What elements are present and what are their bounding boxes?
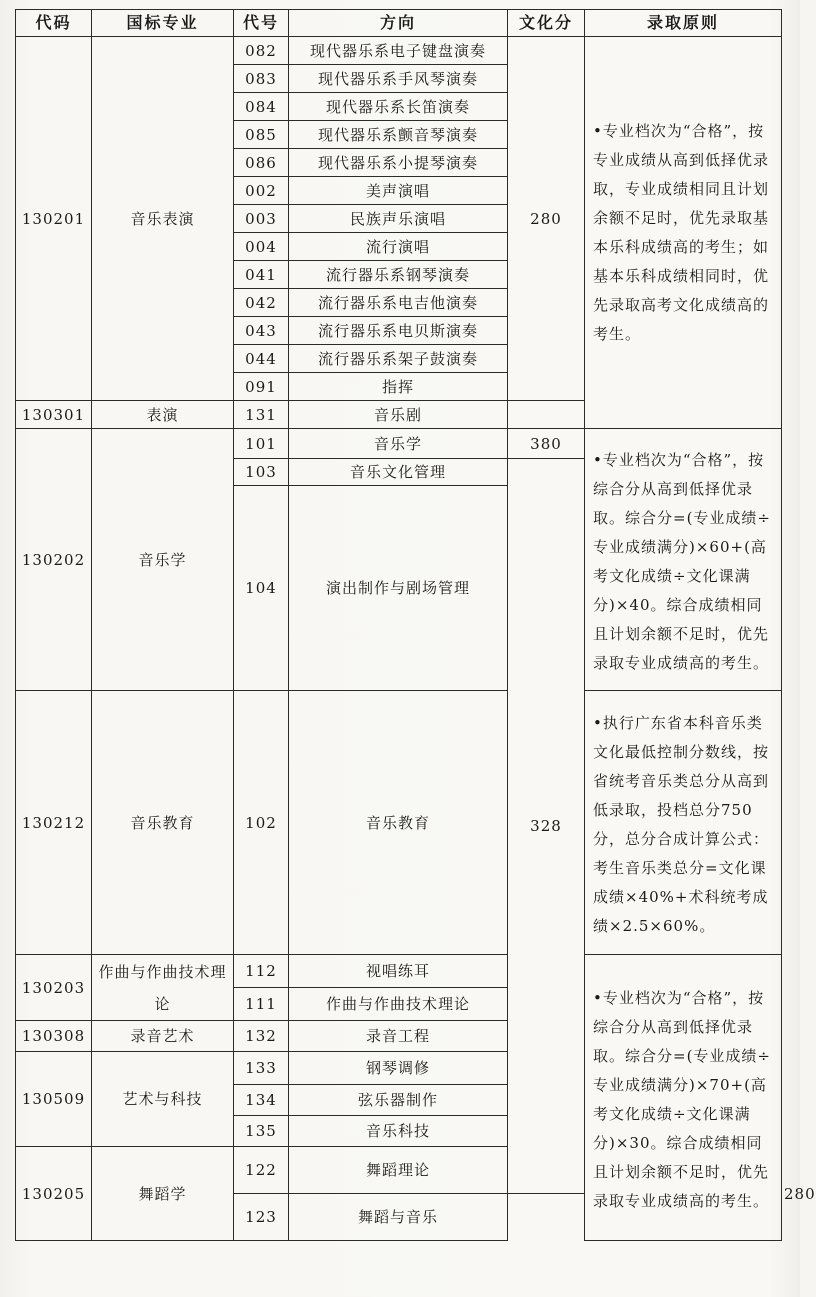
cell-direction: 流行器乐系电吉他演奏 [289,289,508,317]
cell-number: 132 [234,1021,289,1052]
cell-direction: 现代器乐系电子键盘演奏 [289,37,508,65]
cell-number: 002 [234,177,289,205]
table-row [16,955,782,988]
header-direction: 方向 [289,10,508,37]
cell-direction: 流行器乐系钢琴演奏 [289,261,508,289]
cell-direction: 指挥 [289,373,508,401]
cell-admission-rule: •专业档次为“合格”，按专业成绩从高到低择优录取，专业成绩相同且计划余额不足时，优先录取基本乐科成绩高的考生；如基本乐科成绩相同时，优先录取高考文化成绩高的考生。 [585,37,782,429]
cell-number: 112 [234,955,289,988]
cell-admission-rule: •执行广东省本科音乐类文化最低控制分数线，按省统考音乐类总分从高到低录取，投档总分750分，总分合成计算公式：考生音乐类总分=文化课成绩×40%+术科统考成绩×2.5×60%。 [585,691,782,955]
cell-direction: 民族声乐演唱 [289,205,508,233]
cell-culture-score: 280 [508,37,585,401]
table-row [16,37,782,65]
cell-direction: 音乐教育 [289,691,508,955]
cell-number: 135 [234,1116,289,1147]
cell-direction: 弦乐器制作 [289,1085,508,1116]
cell-number: 123 [234,1194,289,1241]
header-row [16,10,782,37]
table-row: 130205 舞蹈学 122 舞蹈理论 280 [16,1147,782,1194]
cell-number: 091 [234,373,289,401]
cell-direction: 舞蹈与音乐 [289,1194,508,1241]
cell-direction: 音乐剧 [289,401,508,429]
cell-admission-rule: •专业档次为“合格”，按综合分从高到低择优录取。综合分=(专业成绩÷专业成绩满分)×70+(高考文化成绩÷文化课满分)×30。综合成绩相同且计划余额不足时，优先录取专业成绩高的考生。 [585,955,782,1241]
cell-code: 130202 [16,429,92,691]
cell-number: 133 [234,1052,289,1085]
cell-direction: 舞蹈理论 [289,1147,508,1194]
cell-major: 录音艺术 [92,1021,234,1052]
cell-direction: 音乐学 [289,429,508,459]
cell-number: 131 [234,401,289,429]
cell-direction: 现代器乐系长笛演奏 [289,93,508,121]
cell-number: 102 [234,691,289,955]
cell-code: 130203 [16,955,92,1021]
cell-number: 085 [234,121,289,149]
header-major: 国标专业 [92,10,234,37]
cell-major: 音乐教育 [92,691,234,955]
cell-direction: 钢琴调修 [289,1052,508,1085]
cell-major: 作曲与作曲技术理论 [92,955,234,1021]
admission-table [15,9,816,1241]
cell-number: 042 [234,289,289,317]
cell-number: 084 [234,93,289,121]
cell-major: 表演 [92,401,234,429]
cell-direction: 流行演唱 [289,233,508,261]
header-admission-rule: 录取原则 [585,10,782,37]
cell-direction: 现代器乐系手风琴演奏 [289,65,508,93]
cell-direction: 作曲与作曲技术理论 [289,988,508,1021]
cell-number: 111 [234,988,289,1021]
cell-number: 104 [234,486,289,691]
header-culture-score: 文化分 [508,10,585,37]
cell-culture-score: 380 [508,429,585,459]
cell-number: 004 [234,233,289,261]
cell-code: 130212 [16,691,92,955]
cell-culture-score [508,401,585,429]
cell-code: 130308 [16,1021,92,1052]
cell-direction: 音乐科技 [289,1116,508,1147]
cell-number: 041 [234,261,289,289]
cell-major: 舞蹈学 [92,1147,234,1241]
cell-direction: 演出制作与剧场管理 [289,486,508,691]
cell-number: 083 [234,65,289,93]
cell-major: 艺术与科技 [92,1052,234,1147]
cell-number: 086 [234,149,289,177]
cell-code: 130205 [16,1147,92,1241]
cell-direction: 现代器乐系小提琴演奏 [289,149,508,177]
cell-code: 130301 [16,401,92,429]
cell-major: 音乐学 [92,429,234,691]
cell-direction: 音乐文化管理 [289,459,508,486]
cell-number: 043 [234,317,289,345]
table-row [16,429,782,459]
cell-direction: 现代器乐系颤音琴演奏 [289,121,508,149]
cell-code: 130201 [16,37,92,401]
cell-direction: 流行器乐系架子鼓演奏 [289,345,508,373]
cell-number: 003 [234,205,289,233]
cell-number: 134 [234,1085,289,1116]
cell-number: 103 [234,459,289,486]
table-row [16,691,782,955]
cell-culture-score: 328 [508,459,585,1194]
cell-admission-rule: •专业档次为“合格”，按综合分从高到低择优录取。综合分=(专业成绩÷专业成绩满分)×60+(高考文化成绩÷文化课满分)×40。综合成绩相同且计划余额不足时，优先录取专业成绩高的考生。 [585,429,782,691]
cell-direction: 视唱练耳 [289,955,508,988]
cell-code: 130509 [16,1052,92,1147]
cell-number: 101 [234,429,289,459]
cell-direction: 流行器乐系电贝斯演奏 [289,317,508,345]
cell-number: 044 [234,345,289,373]
cell-major: 音乐表演 [92,37,234,401]
cell-number: 122 [234,1147,289,1194]
header-code: 代码 [16,10,92,37]
cell-number: 082 [234,37,289,65]
header-number: 代号 [234,10,289,37]
cell-direction: 美声演唱 [289,177,508,205]
cell-direction: 录音工程 [289,1021,508,1052]
